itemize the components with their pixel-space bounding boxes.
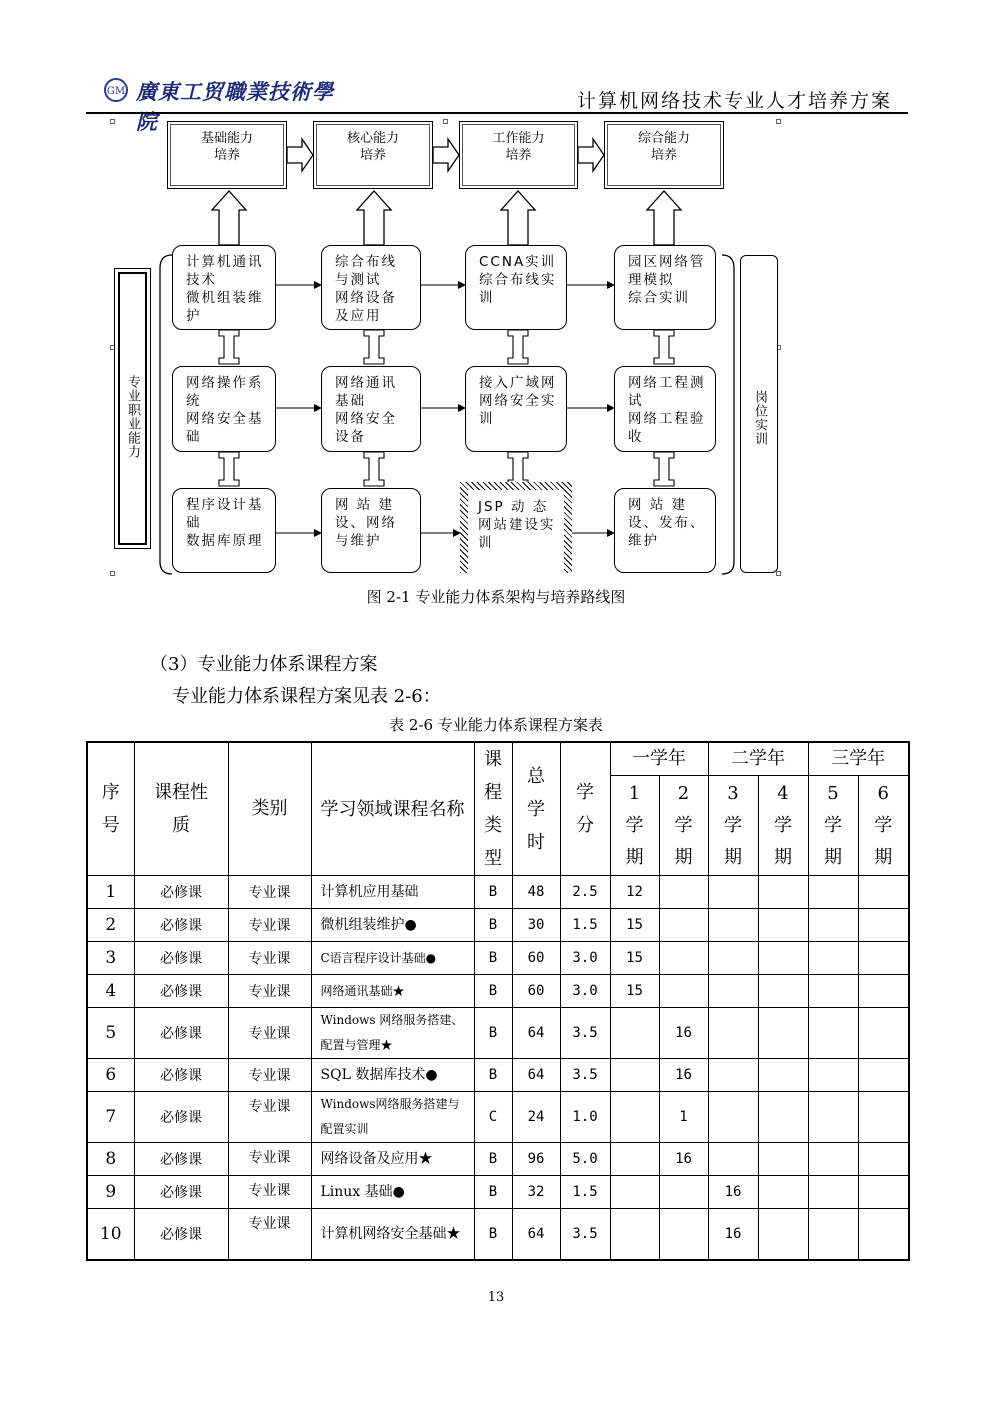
cell-line: 网 站 建设、发布、维护 <box>628 497 706 549</box>
cell-line: 综合实训 <box>628 290 690 306</box>
cell-line: 综合布线实训 <box>479 272 557 306</box>
table-row <box>87 942 909 975</box>
table-row <box>87 1209 909 1260</box>
diagram-cell <box>321 245 421 330</box>
header-year-2: 二学年 <box>708 742 808 776</box>
table-row <box>87 1008 909 1059</box>
diagram-cell <box>465 366 567 452</box>
row-term-1-hours <box>610 1209 659 1260</box>
row-term-6-hours <box>858 1209 909 1260</box>
row-term-1-hours <box>610 1092 659 1143</box>
row-type: B <box>474 1008 512 1059</box>
row-term-6-hours <box>858 909 909 942</box>
top-box-line: 培养 <box>359 148 386 163</box>
row-credits: 3.5 <box>560 1209 610 1260</box>
row-term-1-hours: 12 <box>610 876 659 909</box>
row-no: 6 <box>87 1059 134 1092</box>
row-course-name: Windows网络服务搭建与配置实训 <box>311 1092 474 1143</box>
row-term-6-hours <box>858 1059 909 1092</box>
header-category: 类别 <box>228 742 311 876</box>
row-term-2-hours: 16 <box>659 1008 708 1059</box>
row-category: 专业课 <box>228 942 311 975</box>
row-hours: 30 <box>512 909 560 942</box>
row-term-2-hours <box>659 876 708 909</box>
row-nature: 必修课 <box>134 909 228 942</box>
cell-line: 园区网络管理模拟 <box>628 254 706 288</box>
row-term-6-hours <box>858 1143 909 1176</box>
row-no: 5 <box>87 1008 134 1059</box>
row-credits: 3.0 <box>560 975 610 1008</box>
row-no: 2 <box>87 909 134 942</box>
cell-line: 网络安全实训 <box>479 393 557 427</box>
row-term-4-hours <box>758 909 808 942</box>
row-hours: 24 <box>512 1092 560 1143</box>
row-term-4-hours <box>758 975 808 1008</box>
up-arrow-3 <box>501 191 535 245</box>
row-category: 专业课 <box>228 1143 311 1176</box>
selection-handle <box>110 119 115 124</box>
row-term-3-hours <box>708 1059 758 1092</box>
cell-line: 网络设备及应用 <box>335 290 397 324</box>
row-course-name: Linux 基础● <box>311 1176 474 1209</box>
header-year-3: 三学年 <box>808 742 909 776</box>
header-course-name: 学习领域课程名称 <box>311 742 474 876</box>
document-header-title: 计算机网络技术专业人才培养方案 <box>576 90 892 112</box>
top-arrow-1 <box>287 139 313 171</box>
row-no: 7 <box>87 1092 134 1143</box>
table-row <box>87 876 909 909</box>
row-nature: 必修课 <box>134 1209 228 1260</box>
figure-caption: 图 2-1 专业能力体系架构与培养路线图 <box>366 588 626 606</box>
cell-line: 网络操作系统 <box>186 375 264 409</box>
course-plan-table <box>86 741 910 1261</box>
left-label: 专业职业能力 <box>125 375 140 459</box>
row-term-2-hours: 16 <box>659 1143 708 1176</box>
header-credits: 学分 <box>560 742 610 876</box>
row-nature: 必修课 <box>134 975 228 1008</box>
diagram-cell <box>321 488 421 573</box>
diagram-cell-highlighted <box>460 482 572 573</box>
row-term-3-hours <box>708 909 758 942</box>
row-nature: 必修课 <box>134 1059 228 1092</box>
row-course-name: 计算机网络安全基础★ <box>311 1209 474 1260</box>
row-credits: 3.5 <box>560 1008 610 1059</box>
cell-line: 微机组装维护 <box>186 290 264 324</box>
row-term-3-hours <box>708 1008 758 1059</box>
row-credits: 2.5 <box>560 876 610 909</box>
row-term-6-hours <box>858 1092 909 1143</box>
row-term-4-hours <box>758 1143 808 1176</box>
row-nature: 必修课 <box>134 1176 228 1209</box>
top-box-line: 基础能力 <box>200 131 253 146</box>
row-hours: 48 <box>512 876 560 909</box>
up-arrow-2 <box>357 191 391 245</box>
row-hours: 64 <box>512 1059 560 1092</box>
row-nature: 必修课 <box>134 1008 228 1059</box>
right-label-box <box>740 255 778 573</box>
row-nature: 必修课 <box>134 876 228 909</box>
row-term-4-hours <box>758 1209 808 1260</box>
selection-handle <box>776 571 781 576</box>
top-box-basic <box>167 121 287 189</box>
row-course-name: 网络设备及应用★ <box>311 1143 474 1176</box>
row-term-6-hours <box>858 942 909 975</box>
diagram-cell <box>172 245 276 330</box>
row-no: 10 <box>87 1209 134 1260</box>
row-category: 专业课 <box>228 909 311 942</box>
row-hours: 32 <box>512 1176 560 1209</box>
row-term-5-hours <box>808 876 858 909</box>
row-category: 专业课 <box>228 1209 311 1260</box>
cell-line: 网络安全设备 <box>335 411 397 445</box>
right-label: 岗位实训 <box>752 390 767 446</box>
row-type: B <box>474 975 512 1008</box>
header-year-1: 一学年 <box>610 742 708 776</box>
row-term-3-hours: 16 <box>708 1209 758 1260</box>
cell-line: CCNA实训 <box>479 254 557 270</box>
table-caption: 表 2-6 专业能力体系课程方案表 <box>389 716 603 734</box>
row-term-5-hours <box>808 1059 858 1092</box>
cell-line: 计算机通讯技术 <box>186 254 264 288</box>
row-term-1-hours: 15 <box>610 909 659 942</box>
highlighted-cell-inner <box>468 490 564 573</box>
row-credits: 1.0 <box>560 1092 610 1143</box>
row-no: 3 <box>87 942 134 975</box>
row-term-2-hours <box>659 1176 708 1209</box>
row-type: B <box>474 1209 512 1260</box>
row-category: 专业课 <box>228 1176 311 1209</box>
row-term-1-hours <box>610 1176 659 1209</box>
row-no: 9 <box>87 1176 134 1209</box>
row-term-3-hours <box>708 1143 758 1176</box>
cell-line: 网络工程测试 <box>628 375 706 409</box>
row-term-5-hours <box>808 1008 858 1059</box>
row-type: B <box>474 909 512 942</box>
school-seal-icon: GM <box>104 78 128 102</box>
section-intro: 专业能力体系课程方案见表 2-6： <box>172 686 441 707</box>
row-term-4-hours <box>758 1059 808 1092</box>
row-term-1-hours <box>610 1008 659 1059</box>
row-term-1-hours <box>610 1059 659 1092</box>
row-term-2-hours: 16 <box>659 1059 708 1092</box>
row-course-name: SQL 数据库技术● <box>311 1059 474 1092</box>
row-course-name: 网络通讯基础★ <box>311 975 474 1008</box>
section-heading: （3）专业能力体系课程方案 <box>150 654 378 675</box>
selection-handle <box>776 119 781 124</box>
row-term-1-hours: 15 <box>610 942 659 975</box>
row-term-5-hours <box>808 1176 858 1209</box>
selection-handle <box>443 119 448 124</box>
row-category: 专业课 <box>228 876 311 909</box>
diagram-cell <box>465 245 567 330</box>
top-box-line: 工作能力 <box>492 131 545 146</box>
diagram-cell <box>172 366 276 452</box>
row-course-name: 计算机应用基础 <box>311 876 474 909</box>
row-term-1-hours: 15 <box>610 975 659 1008</box>
row-term-2-hours: 1 <box>659 1092 708 1143</box>
cell-line: 网 站 建设、网络与维护 <box>335 497 397 549</box>
top-box-line: 核心能力 <box>346 131 399 146</box>
row-credits: 3.5 <box>560 1059 610 1092</box>
row-type: B <box>474 1143 512 1176</box>
top-arrow-3 <box>578 139 604 171</box>
top-arrow-2 <box>433 139 459 171</box>
row-term-6-hours <box>858 975 909 1008</box>
top-box-line: 培养 <box>213 148 240 163</box>
row-term-6-hours <box>858 876 909 909</box>
row-hours: 96 <box>512 1143 560 1176</box>
top-box-core <box>313 121 433 189</box>
row-hours: 60 <box>512 975 560 1008</box>
top-box-line: 培养 <box>650 148 677 163</box>
diagram-cell <box>614 366 716 452</box>
row-hours: 60 <box>512 942 560 975</box>
row-term-2-hours <box>659 909 708 942</box>
row-type: B <box>474 942 512 975</box>
cell-line: 网络安全基础 <box>186 411 264 445</box>
row-no: 8 <box>87 1143 134 1176</box>
row-course-name: 微机组装维护● <box>311 909 474 942</box>
row-type: B <box>474 1059 512 1092</box>
row-course-name: C语言程序设计基础● <box>311 942 474 975</box>
table-row <box>87 975 909 1008</box>
row-term-4-hours <box>758 876 808 909</box>
cell-line: 综合布线与测试 <box>335 254 397 288</box>
cell-line: 程序设计基础 <box>186 497 264 531</box>
left-label-box <box>114 268 151 549</box>
up-arrow-4 <box>647 191 681 245</box>
header-hours: 总学时 <box>512 742 560 876</box>
row-term-5-hours <box>808 1092 858 1143</box>
row-term-4-hours <box>758 942 808 975</box>
row-term-3-hours <box>708 975 758 1008</box>
row-term-4-hours <box>758 1176 808 1209</box>
school-name: 廣東工贸職業技術學院 <box>136 79 334 134</box>
row-term-6-hours <box>858 1176 909 1209</box>
header-type: 课程类型 <box>474 742 512 876</box>
row-credits: 1.5 <box>560 909 610 942</box>
row-credits: 1.5 <box>560 1176 610 1209</box>
row-category: 专业课 <box>228 1092 311 1143</box>
row-term-5-hours <box>808 942 858 975</box>
cell-line: 网络工程验收 <box>628 411 706 445</box>
row-term-3-hours <box>708 876 758 909</box>
top-box-line: 综合能力 <box>637 131 690 146</box>
row-term-5-hours <box>808 975 858 1008</box>
row-credits: 3.0 <box>560 942 610 975</box>
row-no: 1 <box>87 876 134 909</box>
row-nature: 必修课 <box>134 942 228 975</box>
row-credits: 5.0 <box>560 1143 610 1176</box>
diagram-cell <box>172 488 276 573</box>
row-term-1-hours <box>610 1143 659 1176</box>
header-term-3: 3学期 <box>708 776 758 876</box>
table-row <box>87 1059 909 1092</box>
row-term-2-hours <box>659 1209 708 1260</box>
diagram-cell <box>614 488 716 573</box>
row-term-5-hours <box>808 1143 858 1176</box>
row-term-2-hours <box>659 975 708 1008</box>
row-term-5-hours <box>808 1209 858 1260</box>
page-number: 13 <box>487 1290 505 1305</box>
selection-handle <box>110 571 115 576</box>
header-term-6: 6学期 <box>858 776 909 876</box>
row-term-3-hours <box>708 1092 758 1143</box>
row-category: 专业课 <box>228 1059 311 1092</box>
row-term-4-hours <box>758 1092 808 1143</box>
row-no: 4 <box>87 975 134 1008</box>
row-course-name: Windows 网络服务搭建、配置与管理★ <box>311 1008 474 1059</box>
row-term-3-hours <box>708 942 758 975</box>
header-nature: 课程性质 <box>134 742 228 876</box>
row-nature: 必修课 <box>134 1143 228 1176</box>
row-term-5-hours <box>808 909 858 942</box>
row-hours: 64 <box>512 1008 560 1059</box>
header-term-2: 2学期 <box>659 776 708 876</box>
header-term-4: 4学期 <box>758 776 808 876</box>
table-head <box>87 742 909 876</box>
row-type: C <box>474 1092 512 1143</box>
row-term-4-hours <box>758 1008 808 1059</box>
table-row <box>87 1143 909 1176</box>
diagram-cell <box>614 245 716 330</box>
table-row <box>87 909 909 942</box>
top-box-comprehensive <box>604 121 724 189</box>
cell-line: 网络通讯基础 <box>335 375 397 409</box>
top-box-line: 培养 <box>505 148 532 163</box>
row-nature: 必修课 <box>134 1092 228 1143</box>
table-row <box>87 1092 909 1143</box>
row-term-6-hours <box>858 1008 909 1059</box>
header-no: 序号 <box>87 742 134 876</box>
header-term-1: 1学期 <box>610 776 659 876</box>
table-body <box>87 876 909 1260</box>
diagram-cell <box>321 366 421 452</box>
cell-line: 接入广域网 <box>479 375 557 391</box>
row-category: 专业课 <box>228 1008 311 1059</box>
row-hours: 64 <box>512 1209 560 1260</box>
ability-framework-diagram <box>0 0 992 600</box>
row-term-2-hours <box>659 942 708 975</box>
row-type: B <box>474 876 512 909</box>
row-category: 专业课 <box>228 975 311 1008</box>
cell-line: 数据库原理 <box>186 533 264 549</box>
up-arrow-1 <box>212 191 246 245</box>
header-term-5: 5学期 <box>808 776 858 876</box>
row-type: B <box>474 1176 512 1209</box>
row-term-3-hours: 16 <box>708 1176 758 1209</box>
cell-line: JSP 动 态网站建设实训 <box>478 499 556 551</box>
top-box-work <box>459 121 578 189</box>
table-row <box>87 1176 909 1209</box>
